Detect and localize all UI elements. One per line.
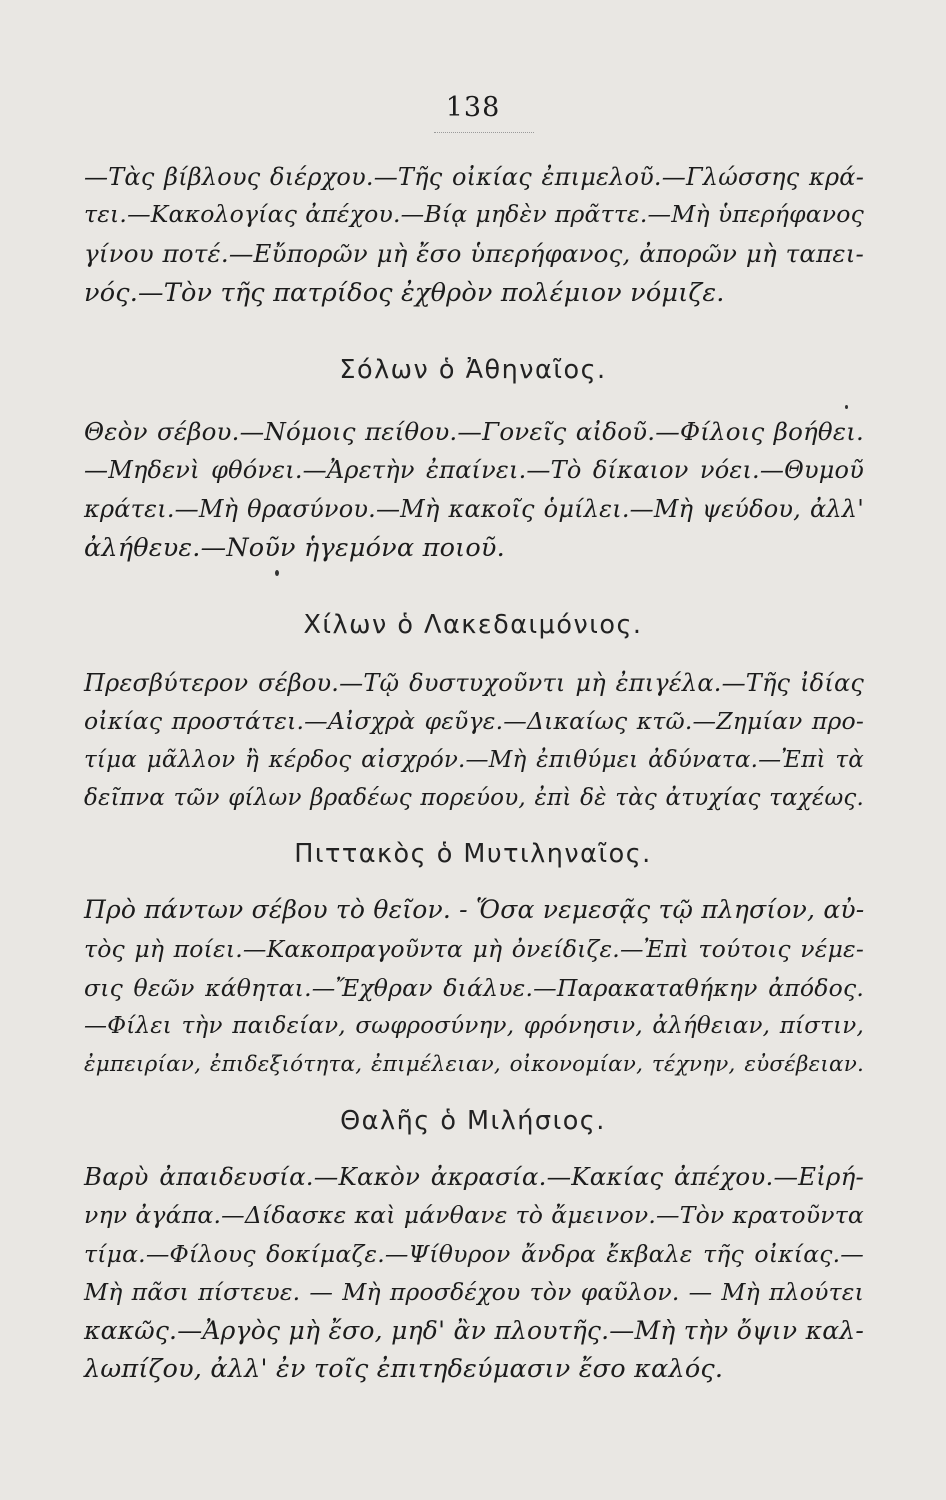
pittakos-line-4: —Φίλει τὴν παιδείαν, σωφροσύνην, φρόνησιν, ἀλήθειαν, πίστιν, [84,1013,864,1039]
thales-line-5: κακῶς.—Ἀργὸς μὴ ἔσο, μηδ' ἂν πλουτῆς.—Μὴ τὴν ὄψιν καλ- [84,1316,864,1345]
intro-line-4: νός.—Τὸν τῆς πατρίδος ἐχθρὸν πολέμιον νόμιζε. [84,278,725,308]
ink-speck [845,405,848,409]
intro-line-2: τει.—Κακολογίας ἀπέχου.—Βίᾳ μηδὲν πρᾶττε.—Μὴ ὑπερήφανος [84,200,864,228]
thales-line-3: τίμα.—Φίλους δοκίμαζε.—Ψίθυρον ἄνδρα ἔκβαλε τῆς οἰκίας.— [84,1240,864,1268]
pittakos-line-5: ἐμπειρίαν, ἐπιδεξιότητα, ἐπιμέλειαν, οἰκονομίαν, τέχνην, εὐσέβειαν. [84,1052,864,1077]
intro-line-3: γίνου ποτέ.—Εὔπορῶν μὴ ἔσο ὑπερήφανος, ἀπορῶν μὴ ταπει- [84,239,864,268]
thales-line-1: Βαρὺ ἀπαιδευσία.—Κακὸν ἀκρασία.—Κακίας ἀπέχου.—Εἰρή- [84,1162,864,1191]
solon-line-2: —Μηδενὶ φθόνει.—Ἀρετὴν ἐπαίνει.—Τὸ δίκαιον νόει.—Θυμοῦ [84,456,864,484]
chilon-line-3: τίμα μᾶλλον ἢ κέρδος αἰσχρόν.—Μὴ ἐπιθύμει ἀδύνατα.—Ἐπὶ τὰ [84,747,864,773]
chilon-line-4: δεῖπνα τῶν φίλων βραδέως πορεύου, ἐπὶ δὲ τὰς ἀτυχίας ταχέως. [84,785,864,811]
section-heading-chilon: Χίλων ὁ Λακεδαιμόνιος. [303,610,643,640]
solon-line-3: κράτει.—Μὴ θρασύνου.—Μὴ κακοῖς ὁμίλει.—Μὴ ψεύδου, ἀλλ' [84,495,864,523]
chilon-line-1: Πρεσβύτερον σέβου.—Τῷ δυστυχοῦντι μὴ ἐπιγέλα.—Τῆς ἰδίας [84,669,864,697]
solon-line-4: ἀλήθευε.—Νοῦν ἡγεμόνα ποιοῦ. [84,533,505,563]
page-number: 138 [445,92,501,123]
pittakos-line-3: σις θεῶν κάθηται.—Ἔχθραν διάλυε.—Παρακαταθήκην ἀπόδος. [84,974,864,1002]
thales-line-6: λωπίζου, ἀλλ' ἐν τοῖς ἐπιτηδεύμασιν ἔσο καλός. [84,1354,724,1384]
pittakos-line-1: Πρὸ πάντων σέβου τὸ θεῖον. ‑ Ὅσα νεμεσᾷς τῷ πλησίον, αὐ- [84,895,865,924]
solon-line-1: Θεὸν σέβου.—Νόμοις πείθου.—Γονεῖς αἰδοῦ.—Φίλοις βοήθει. [84,417,864,446]
pittakos-line-2: τὸς μὴ ποίει.—Κακοπραγοῦντα μὴ ὀνείδιζε.—Ἐπὶ τούτοις νέμε- [84,935,864,963]
section-heading-pittakos: Πιττακὸς ὁ Μυτιληναῖος. [294,839,652,869]
header-rule [434,132,534,133]
section-heading-thales: Θαλῆς ὁ Μιλήσιος. [340,1106,606,1136]
thales-line-4: Μὴ πᾶσι πίστευε. — Μὴ προσδέχου τὸν φαῦλον. — Μὴ πλούτει [84,1278,864,1306]
intro-line-1: —Τὰς βίβλους διέρχου.—Τῆς οἰκίας ἐπιμελοῦ.—Γλώσσης κρά- [84,163,864,191]
thales-line-2: νην ἀγάπα.—Δίδασκε καὶ μάνθανε τὸ ἄμεινον.—Τὸν κρατοῦντα [84,1201,864,1229]
section-heading-solon: Σόλων ὁ Ἀθηναῖος. [339,355,607,385]
chilon-line-2: οἰκίας προστάτει.—Αἰσχρὰ φεῦγε.—Δικαίως κτῶ.—Ζημίαν προ- [84,707,864,735]
ink-speck [275,570,279,576]
